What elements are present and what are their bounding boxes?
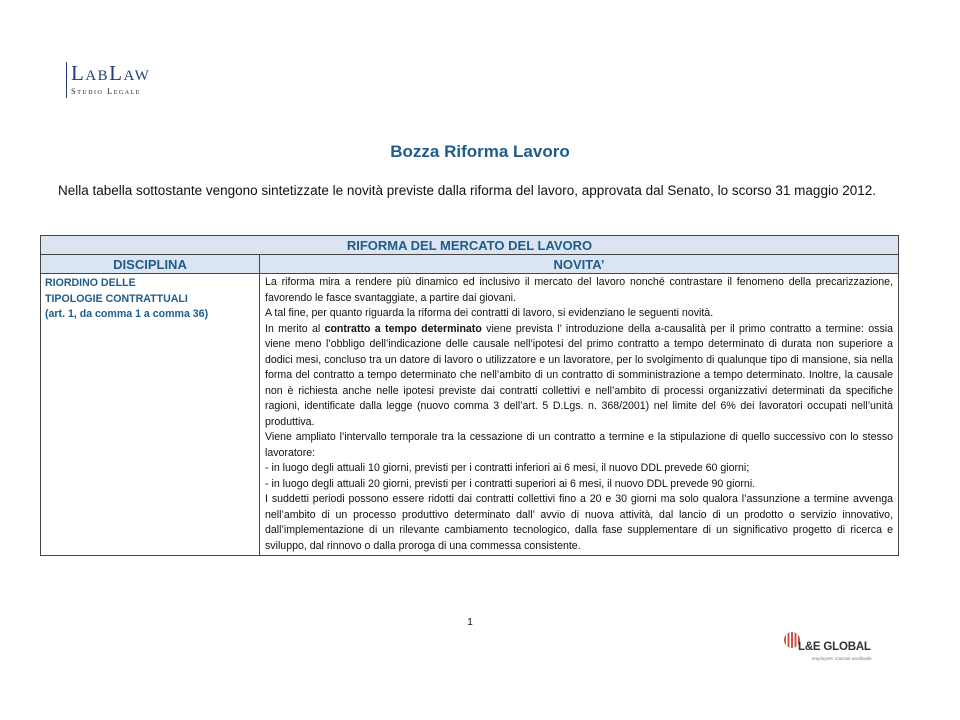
column-header-novita: NOVITA’	[260, 255, 899, 274]
novita-paragraph: Viene ampliato l’intervallo temporale tra la cessazione di un contratto a termine e la stipulazione di quello successivo con lo stesso lavoratore:	[265, 431, 894, 459]
novita-cell	[260, 274, 899, 556]
novita-paragraph: A tal fine, per quanto riguarda la riforma dei contratti di lavoro, si evidenziano le seguenti novità.	[265, 307, 714, 319]
disciplina-line: RIORDINO DELLE	[45, 277, 136, 289]
logo-subtitle: Studio Legale	[71, 86, 141, 96]
intro-paragraph: Nella tabella sottostante vengono sintetizzate le novità previste dalla riforma del lavoro, approvata dal Senato, lo scorso 31 maggio 2012.	[58, 183, 876, 198]
lablaw-logo	[66, 62, 150, 98]
footer-logo-tagline: employers' counsel worldwide	[812, 656, 872, 661]
text-run: viene prevista l’ introduzione della a-causalità per il primo contratto a termine: ossia viene meno l’obbligo dell’indicazione delle causale nell’ipotesi del primo contratto a tempo determinato di durata non superiore a dodici mesi, concluso tra un datore di lavoro o utilizzatore e un lavoratore, per lo svolgimento di qualunque tipo di mansione, sia nella forma del contratto a tempo determinato che nell’ambito di un contratto di somministrazione a tempo determinato. Inoltre, la causale non è richiesta anche nelle ipotesi previste dai contratti collettivi e nell’ambito di processi organizzativi determinati da specifiche ragioni, identificate dalla legge (nuovo comma 3 dell’art. 5 D.Lgs. n. 368/2001) nel limite del 6% dei lavoratori occupati nell’unità produttiva.	[265, 322, 894, 428]
column-header-disciplina: DISCIPLINA	[41, 255, 260, 274]
disciplina-cell	[41, 274, 260, 556]
bold-term: contratto a tempo determinato	[324, 322, 482, 335]
text-run: In merito al	[265, 322, 325, 335]
novita-paragraph	[265, 322, 893, 431]
disciplina-line: TIPOLOGIE CONTRATTUALI	[45, 292, 188, 305]
table-header: RIFORMA DEL MERCATO DEL LAVORO	[41, 236, 899, 255]
table-row	[41, 274, 899, 556]
page-number: 1	[467, 617, 473, 628]
document-title: Bozza Riforma Lavoro	[390, 142, 570, 161]
reform-table	[40, 235, 899, 556]
logo-name: LabLaw	[71, 61, 151, 85]
novita-paragraph: I suddetti periodi possono essere ridotti dai contratti collettivi fino a 20 e 30 giorni ma solo qualora l’assunzione a termine avvenga nell’ambito di un processo produttivo determinato dall’ avvio di nuova attività, dal lancio di un prodotto o servizio innovativo, dall’implementazione di un rilevante cambiamento tecnologico, dalla fase supplementare di un significativo progetto di ricerca e sviluppo, dal rinnovo o dalla proroga di una commessa consistente.	[265, 493, 894, 552]
novita-paragraph: La riforma mira a rendere più dinamico ed inclusivo il mercato del lavoro nonché contrastare il fenomeno della precarizzazione, favorendo le fasce svantaggiate, a partire dai giovani.	[265, 276, 894, 304]
disciplina-reference: (art. 1, da comma 1 a comma 36)	[45, 308, 209, 320]
novita-bullet: - in luogo degli attuali 20 giorni, previsti per i contratti superiori ai 6 mesi, il nuovo DDL prevede 90 giorni.	[265, 477, 756, 490]
novita-bullet: - in luogo degli attuali 10 giorni, previsti per i contratti inferiori ai 6 mesi, il nuovo DDL prevede 60 giorni;	[265, 462, 750, 474]
footer-logo-name: L&E GLOBAL	[798, 641, 871, 653]
